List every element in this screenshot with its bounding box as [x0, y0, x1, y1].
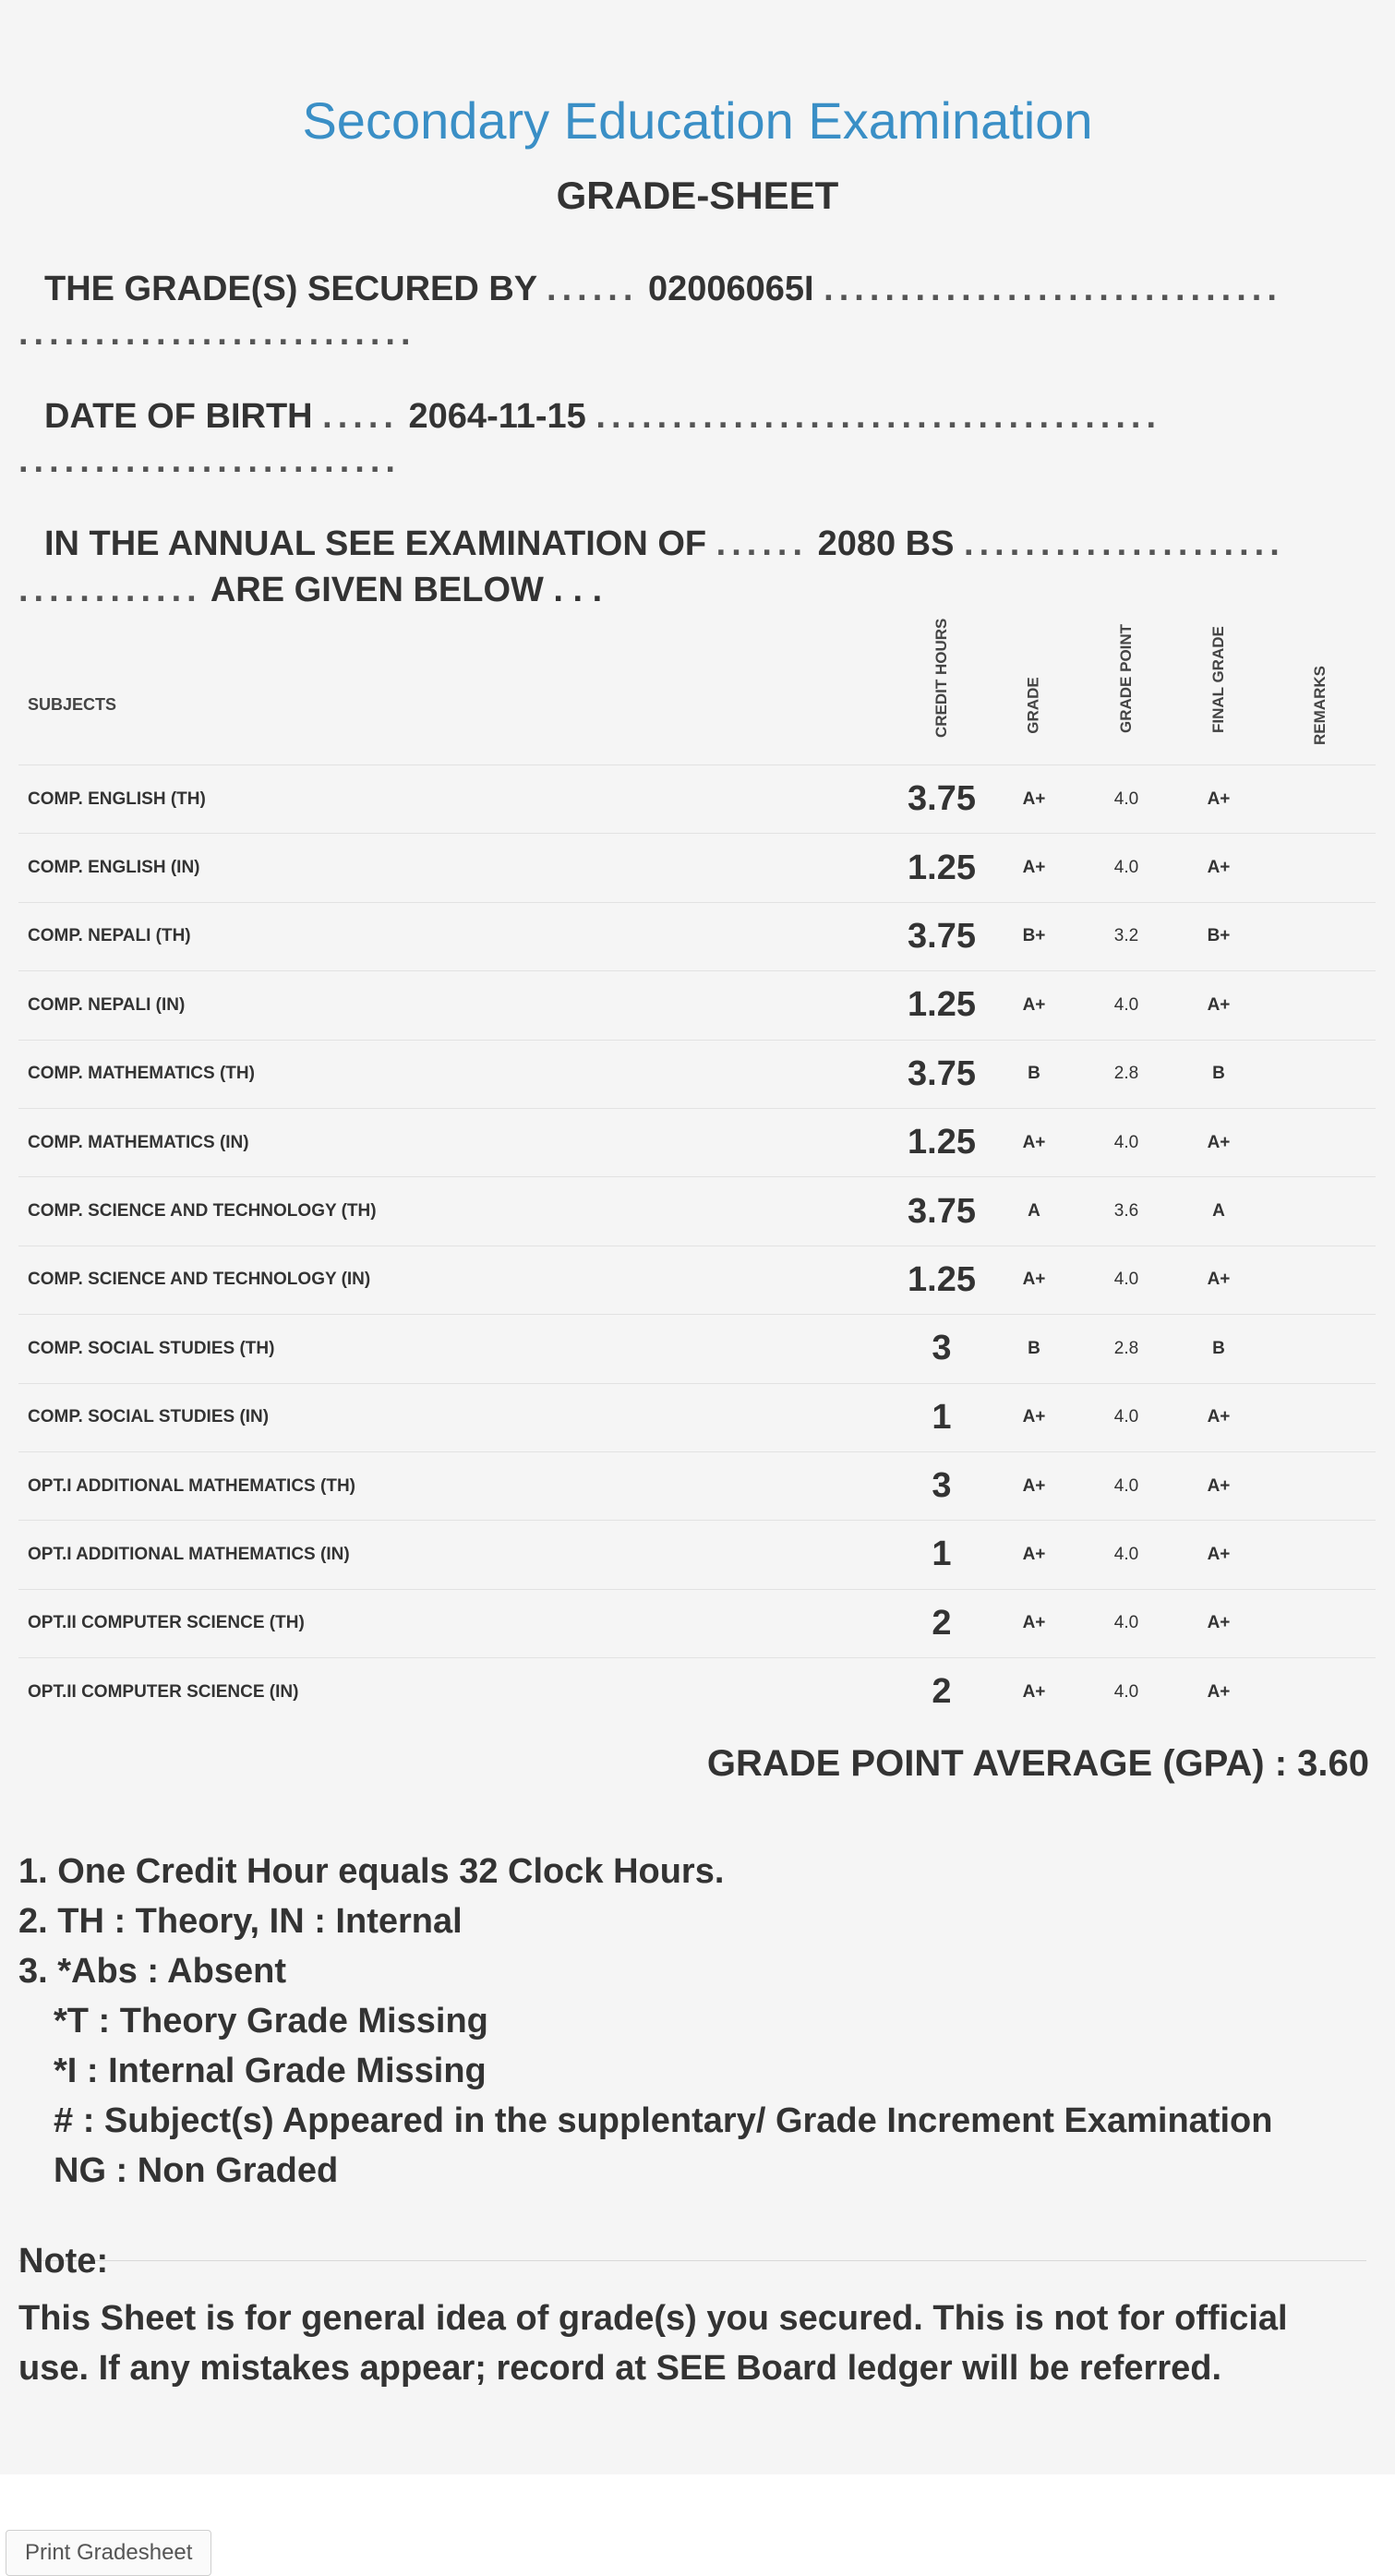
table-row [18, 1451, 1376, 1520]
final-grade-cell: B+ [1173, 902, 1265, 970]
grade-point-cell: 4.0 [1080, 1589, 1173, 1657]
grade-point-cell: 4.0 [1080, 1383, 1173, 1451]
subject-cell: COMP. ENGLISH (IN) [18, 834, 896, 902]
remarks-cell [1265, 1589, 1376, 1657]
grades-table [18, 618, 1376, 1726]
dob-label: DATE OF BIRTH [44, 397, 313, 436]
subject-cell: COMP. NEPALI (IN) [18, 971, 896, 1040]
footnote-item: NG : Non Graded [54, 2151, 339, 2190]
grade-cell: A+ [988, 1246, 1080, 1314]
note-text: This Sheet is for general idea of grade(s) you secured. This is not for official use. If any mistakes appear; record at SEE Board ledger will be referred. [18, 2299, 1288, 2388]
remarks-cell [1265, 765, 1376, 834]
grade-cell: A+ [988, 971, 1080, 1040]
exam-line [44, 524, 1285, 564]
credit-hours-cell: 3.75 [896, 1177, 988, 1246]
remarks-cell [1265, 1177, 1376, 1246]
credit-hours-cell: 2 [896, 1658, 988, 1727]
credit-hours-cell: 3.75 [896, 765, 988, 834]
header-grade-label: GRADE [1025, 676, 1042, 734]
given-below-text: ARE GIVEN BELOW . . . [210, 571, 603, 609]
grade-cell: A+ [988, 1589, 1080, 1657]
table-row [18, 1658, 1376, 1727]
subject-cell: COMP. SOCIAL STUDIES (IN) [18, 1383, 896, 1451]
dots: ..................... [964, 524, 1285, 563]
remarks-cell [1265, 1658, 1376, 1727]
remarks-cell [1265, 834, 1376, 902]
subject-cell: COMP. SCIENCE AND TECHNOLOGY (TH) [18, 1177, 896, 1246]
table-row [18, 1177, 1376, 1246]
footnote-item: *T : Theory Grade Missing [54, 2002, 488, 2040]
final-grade-cell: A+ [1173, 834, 1265, 902]
credit-hours-cell: 3.75 [896, 902, 988, 970]
grade-point-cell: 2.8 [1080, 1040, 1173, 1108]
footnote-item: 3. *Abs : Absent [18, 1952, 286, 1991]
grade-point-cell: 4.0 [1080, 765, 1173, 834]
header-credit-label: CREDIT HOURS [932, 618, 950, 738]
remarks-cell [1265, 902, 1376, 970]
grade-point-cell: 4.0 [1080, 971, 1173, 1040]
subject-cell: COMP. SOCIAL STUDIES (TH) [18, 1315, 896, 1383]
grade-cell: A+ [988, 1383, 1080, 1451]
credit-hours-cell: 2 [896, 1589, 988, 1657]
grade-point-cell: 4.0 [1080, 1521, 1173, 1589]
subject-cell: COMP. SCIENCE AND TECHNOLOGY (IN) [18, 1246, 896, 1314]
grade-point-cell: 3.2 [1080, 902, 1173, 970]
header-grade [988, 644, 1080, 765]
page-subtitle: GRADE-SHEET [556, 174, 839, 217]
header-subjects-label: SUBJECTS [28, 694, 117, 714]
print-gradesheet-button[interactable]: Print Gradesheet [6, 2530, 211, 2576]
exam-year: 2080 BS [817, 524, 955, 563]
table-row [18, 765, 1376, 834]
grade-point-cell: 3.6 [1080, 1177, 1173, 1246]
remarks-cell [1265, 1315, 1376, 1383]
grade-cell: A+ [988, 1451, 1080, 1520]
credit-hours-cell: 1 [896, 1521, 988, 1589]
header-subjects [18, 644, 896, 765]
table-row [18, 1040, 1376, 1108]
dots: ............ [18, 571, 202, 609]
grade-cell: B [988, 1315, 1080, 1383]
dots: .............................. [824, 270, 1282, 308]
credit-hours-cell: 1.25 [896, 834, 988, 902]
grade-point-cell: 4.0 [1080, 834, 1173, 902]
remarks-cell [1265, 1383, 1376, 1451]
grade-cell: B+ [988, 902, 1080, 970]
grade-cell: A [988, 1177, 1080, 1246]
note-label: Note: [18, 2242, 109, 2281]
grade-point-cell: 2.8 [1080, 1315, 1173, 1383]
credit-hours-cell: 3.75 [896, 1040, 988, 1108]
table-row [18, 1315, 1376, 1383]
page-title: Secondary Education Examination [302, 91, 1093, 150]
grade-point-cell: 4.0 [1080, 1108, 1173, 1176]
remarks-cell [1265, 1108, 1376, 1176]
secured-by-label: THE GRADE(S) SECURED BY [44, 270, 537, 308]
subject-cell: COMP. MATHEMATICS (TH) [18, 1040, 896, 1108]
table-row [18, 1246, 1376, 1314]
credit-hours-cell: 1.25 [896, 1246, 988, 1314]
header-credit-hours [896, 618, 988, 765]
gpa-summary: GRADE POINT AVERAGE (GPA) : 3.60 [706, 1743, 1369, 1784]
dob-line [44, 397, 1161, 437]
dots: ..... [322, 397, 399, 436]
final-grade-cell: A+ [1173, 1658, 1265, 1727]
grade-point-cell: 4.0 [1080, 1246, 1173, 1314]
header-grade-point-label: GRADE POINT [1117, 623, 1135, 733]
grade-cell: B [988, 1040, 1080, 1108]
table-row [18, 834, 1376, 902]
header-final-grade-label: FINAL GRADE [1209, 625, 1227, 733]
remarks-cell [1265, 1451, 1376, 1520]
dots-continuation: .......................... [18, 314, 416, 353]
grade-cell: A+ [988, 1658, 1080, 1727]
table-row [18, 902, 1376, 970]
secured-by-line [44, 270, 1282, 309]
divider [18, 2260, 1366, 2261]
header-remarks [1265, 644, 1376, 765]
grade-point-cell: 4.0 [1080, 1451, 1173, 1520]
subject-cell: OPT.II COMPUTER SCIENCE (TH) [18, 1589, 896, 1657]
credit-hours-cell: 1.25 [896, 971, 988, 1040]
table-row [18, 1383, 1376, 1451]
dob-value: 2064-11-15 [408, 397, 586, 436]
final-grade-cell: B [1173, 1040, 1265, 1108]
subject-cell: COMP. MATHEMATICS (IN) [18, 1108, 896, 1176]
subject-cell: COMP. ENGLISH (TH) [18, 765, 896, 834]
final-grade-cell: A+ [1173, 1108, 1265, 1176]
remarks-cell [1265, 971, 1376, 1040]
grade-cell: A+ [988, 834, 1080, 902]
footnote-item: 2. TH : Theory, IN : Internal [18, 1902, 463, 1941]
credit-hours-cell: 3 [896, 1315, 988, 1383]
table-row [18, 1521, 1376, 1589]
final-grade-cell: A+ [1173, 971, 1265, 1040]
subject-cell: OPT.I ADDITIONAL MATHEMATICS (TH) [18, 1451, 896, 1520]
remarks-cell [1265, 1040, 1376, 1108]
grade-cell: A+ [988, 765, 1080, 834]
dots-continuation: ......................... [18, 441, 401, 480]
given-below-line [18, 571, 602, 610]
footnote-item: # : Subject(s) Appeared in the supplentary/ Grade Increment Examination [54, 2101, 1273, 2140]
dots: ..................................... [595, 397, 1162, 436]
final-grade-cell: A+ [1173, 1589, 1265, 1657]
exam-label: IN THE ANNUAL SEE EXAMINATION OF [44, 524, 707, 563]
final-grade-cell: A+ [1173, 765, 1265, 834]
footnotes [18, 1847, 1272, 2196]
dots: ...... [547, 270, 639, 308]
dots: ...... [716, 524, 809, 563]
grade-cell: A+ [988, 1108, 1080, 1176]
footnote-item: 1. One Credit Hour equals 32 Clock Hours. [18, 1852, 725, 1891]
subject-cell: OPT.II COMPUTER SCIENCE (IN) [18, 1658, 896, 1727]
remarks-cell [1265, 1521, 1376, 1589]
symbol-number: 02006065I [647, 270, 814, 308]
table-row [18, 971, 1376, 1040]
final-grade-cell: A+ [1173, 1383, 1265, 1451]
header-final-grade [1173, 625, 1265, 765]
subject-cell: OPT.I ADDITIONAL MATHEMATICS (IN) [18, 1521, 896, 1589]
credit-hours-cell: 1 [896, 1383, 988, 1451]
table-row [18, 1108, 1376, 1176]
subject-cell: COMP. NEPALI (TH) [18, 902, 896, 970]
final-grade-cell: A [1173, 1177, 1265, 1246]
final-grade-cell: A+ [1173, 1246, 1265, 1314]
remarks-cell [1265, 1246, 1376, 1314]
header-remarks-label: REMARKS [1310, 665, 1329, 745]
credit-hours-cell: 1.25 [896, 1108, 988, 1176]
credit-hours-cell: 3 [896, 1451, 988, 1520]
final-grade-cell: A+ [1173, 1521, 1265, 1589]
final-grade-cell: A+ [1173, 1451, 1265, 1520]
footnote-item: *I : Internal Grade Missing [54, 2052, 487, 2090]
grade-cell: A+ [988, 1521, 1080, 1589]
table-row [18, 1589, 1376, 1657]
final-grade-cell: B [1173, 1315, 1265, 1383]
table-header-row [18, 644, 1376, 765]
grade-point-cell: 4.0 [1080, 1658, 1173, 1727]
header-grade-point [1080, 623, 1173, 765]
